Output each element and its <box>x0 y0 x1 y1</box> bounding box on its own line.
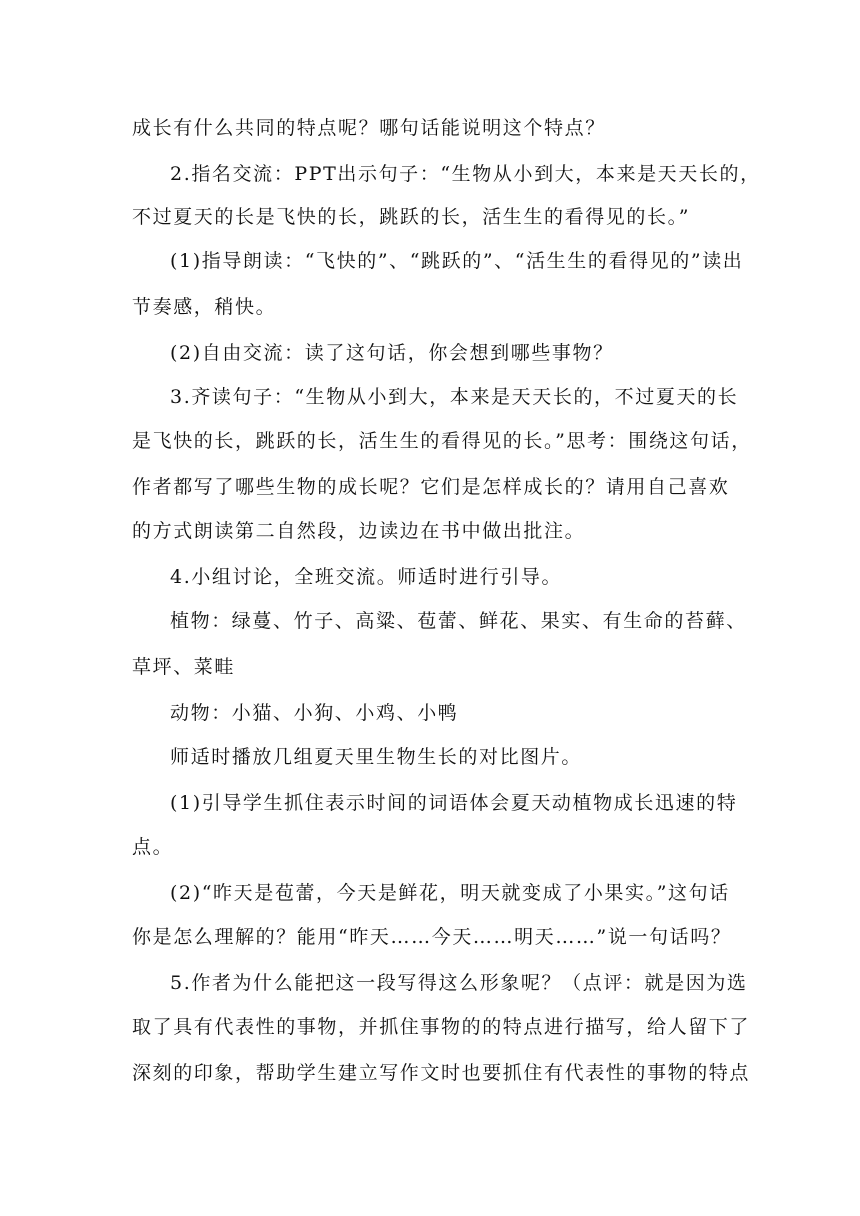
text-line: 的方式朗读第二自然段，边读边在书中做出批注。 <box>132 520 586 542</box>
text-line: 点。 <box>132 836 174 858</box>
text-line: 动物：小猫、小狗、小鸡、小鸭 <box>170 702 459 724</box>
text-line: 不过夏天的长是飞快的长，跳跃的长，活生生的看得见的长。” <box>132 206 691 228</box>
text-line: (2)“昨天是苞蕾，今天是鲜花，明天就变成了小果实。”这句话 <box>170 882 730 904</box>
text-line: 师适时播放几组夏天里生物生长的对比图片。 <box>170 746 583 768</box>
text-line: 草坪、菜畦 <box>132 656 236 678</box>
text-line: 取了具有代表性的事物，并抓住事物的的特点进行描写，给人留下了 <box>132 1016 751 1038</box>
text-line: 深刻的印象，帮助学生建立写作文时也要抓住有代表性的事物的特点 <box>132 1062 751 1084</box>
text-line: 成长有什么共同的特点呢？哪句话能说明这个特点？ <box>132 117 606 139</box>
text-line: 3.齐读句子：“生物从小到大，本来是天天长的，不过夏天的长 <box>170 386 739 408</box>
text-line: 2.指名交流：PPT出示句子：“生物从小到大，本来是天天长的， <box>170 163 761 185</box>
text-line: (2)自由交流：读了这句话，你会想到哪些事物？ <box>170 342 614 364</box>
text-line: 4.小组讨论，全班交流。师适时进行引导。 <box>170 566 563 588</box>
text-line: 节奏感，稍快。 <box>132 296 277 318</box>
text-line: (1)指导朗读：“飞快的”、“跳跃的”、“活生生的看得见的”读出 <box>170 250 744 272</box>
text-line: 5.作者为什么能把这一段写得这么形象呢？（点评：就是因为选 <box>170 972 748 994</box>
text-line: 你是怎么理解的？能用“昨天……今天……明天……”说一句话吗？ <box>132 926 732 948</box>
text-line: 是飞快的长，跳跃的长，活生生的看得见的长。”思考：围绕这句话， <box>132 430 752 452</box>
text-line: 作者都写了哪些生物的成长呢？它们是怎样成长的？请用自己喜欢 <box>132 476 730 498</box>
text-line: (1)引导学生抓住表示时间的词语体会夏天动植物成长迅速的特 <box>170 792 738 814</box>
text-line: 植物：绿蔓、竹子、高粱、苞蕾、鲜花、果实、有生命的苔藓、 <box>170 610 747 632</box>
